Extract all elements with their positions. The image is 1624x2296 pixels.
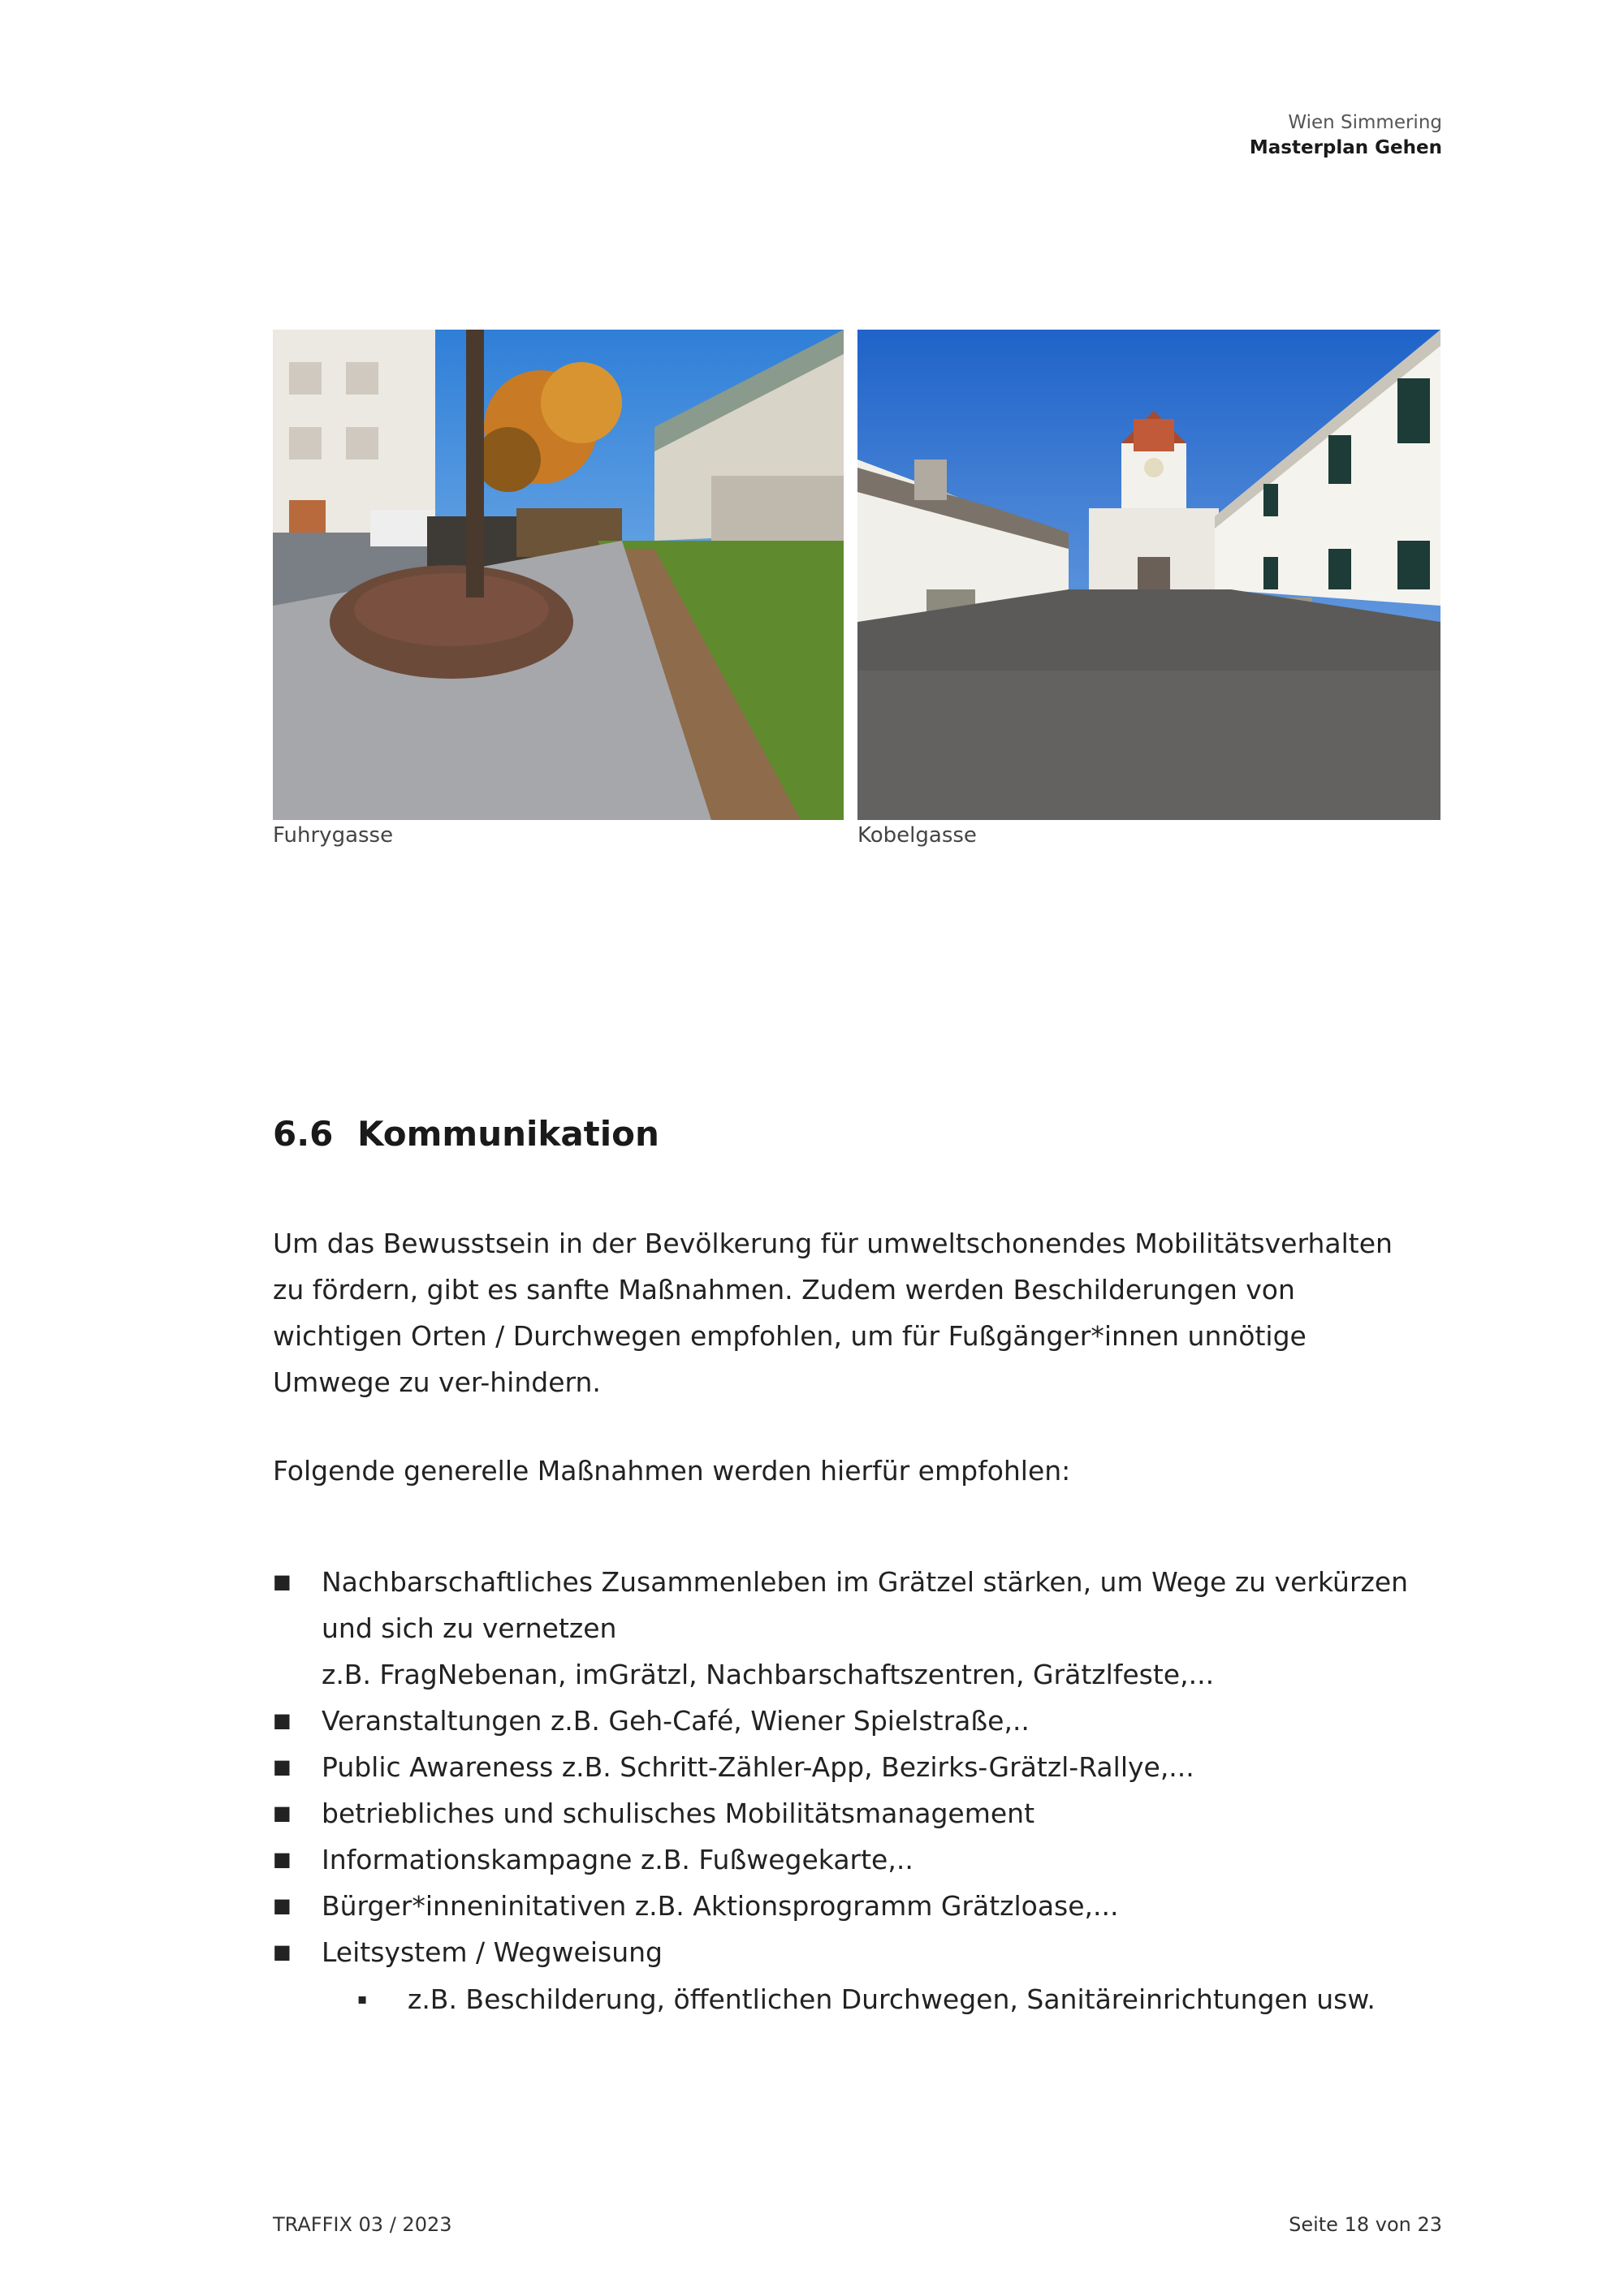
list-item	[273, 1836, 1442, 1883]
recommendation-intro: Folgende generelle Maßnahmen werden hierfür empfohlen:	[273, 1455, 1071, 1487]
list-item-text: Bürger*inneninitativen z.B. Aktionsprogramm Grätzloase,...	[322, 1890, 1119, 1922]
square-bullet-icon: ■	[273, 1940, 292, 1963]
header-document-title: Masterplan Gehen	[1249, 137, 1442, 158]
guidance-sublist	[273, 1976, 1442, 2022]
square-bullet-icon: ■	[273, 1802, 292, 1824]
list-item	[273, 1559, 1442, 1698]
square-bullet-icon: ■	[273, 1570, 292, 1593]
list-item-example: z.B. FragNebenan, imGrätzl, Nachbarschaftszentren, Grätzlfeste,...	[322, 1659, 1215, 1690]
list-item-text: Veranstaltungen z.B. Geh-Café, Wiener Spielstraße,..	[322, 1705, 1030, 1737]
square-bullet-icon: ■	[273, 1894, 292, 1917]
photo-fuhrygasse	[273, 330, 844, 820]
list-item-text: Leitsystem / Wegweisung	[322, 1936, 663, 1968]
photo-kobelgasse	[857, 330, 1440, 820]
list-item	[273, 1883, 1442, 1929]
square-bullet-icon: ■	[273, 1848, 292, 1871]
sublist-item-text: z.B. Beschilderung, öffentlichen Durchwegen, Sanitäreinrichtungen usw.	[408, 1983, 1376, 2015]
list-item-text: Informationskampagne z.B. Fußwegekarte,..	[322, 1844, 914, 1875]
intro-paragraph: Um das Bewusstsein in der Bevölkerung für umweltschonendes Mobilitätsverhalten zu fördern, gibt es sanfte Maßnahmen. Zudem werden Beschilderungen von wichtigen Orten / Durchwegen empfohlen, um für Fußgänger*innen unnötige Umwege zu ver-hindern.	[273, 1228, 1393, 1398]
section-heading	[273, 1114, 659, 1154]
list-item-text: Nachbarschaftliches Zusammenleben im Grätzel stärken, um Wege zu verkürzen und sich zu vernetzen	[322, 1566, 1409, 1644]
section-number: 6.6	[273, 1114, 334, 1154]
list-item	[273, 1790, 1442, 1836]
footer-publisher: TRAFFIX 03 / 2023	[273, 2213, 452, 2236]
list-item-text: Public Awareness z.B. Schritt-Zähler-App, Bezirks-Grätzl-Rallye,...	[322, 1751, 1194, 1783]
square-bullet-icon: ■	[273, 1709, 292, 1732]
photo-caption-fuhrygasse: Fuhrygasse	[273, 823, 394, 848]
list-item-text: betriebliches und schulisches Mobilitätsmanagement	[322, 1798, 1035, 1829]
small-square-bullet-icon: ▪	[357, 1991, 368, 2008]
header-location: Wien Simmering	[1288, 112, 1442, 133]
measures-list	[273, 1559, 1442, 1975]
list-item	[273, 1698, 1442, 1744]
section-title: Kommunikation	[357, 1114, 659, 1154]
page-header	[1250, 110, 1442, 161]
square-bullet-icon: ■	[273, 1755, 292, 1778]
photo-caption-kobelgasse: Kobelgasse	[857, 823, 977, 848]
list-item	[273, 1929, 1442, 1975]
sublist-item	[273, 1976, 1442, 2022]
footer-page-number: Seite 18 von 23	[1289, 2213, 1442, 2236]
list-item	[273, 1744, 1442, 1790]
